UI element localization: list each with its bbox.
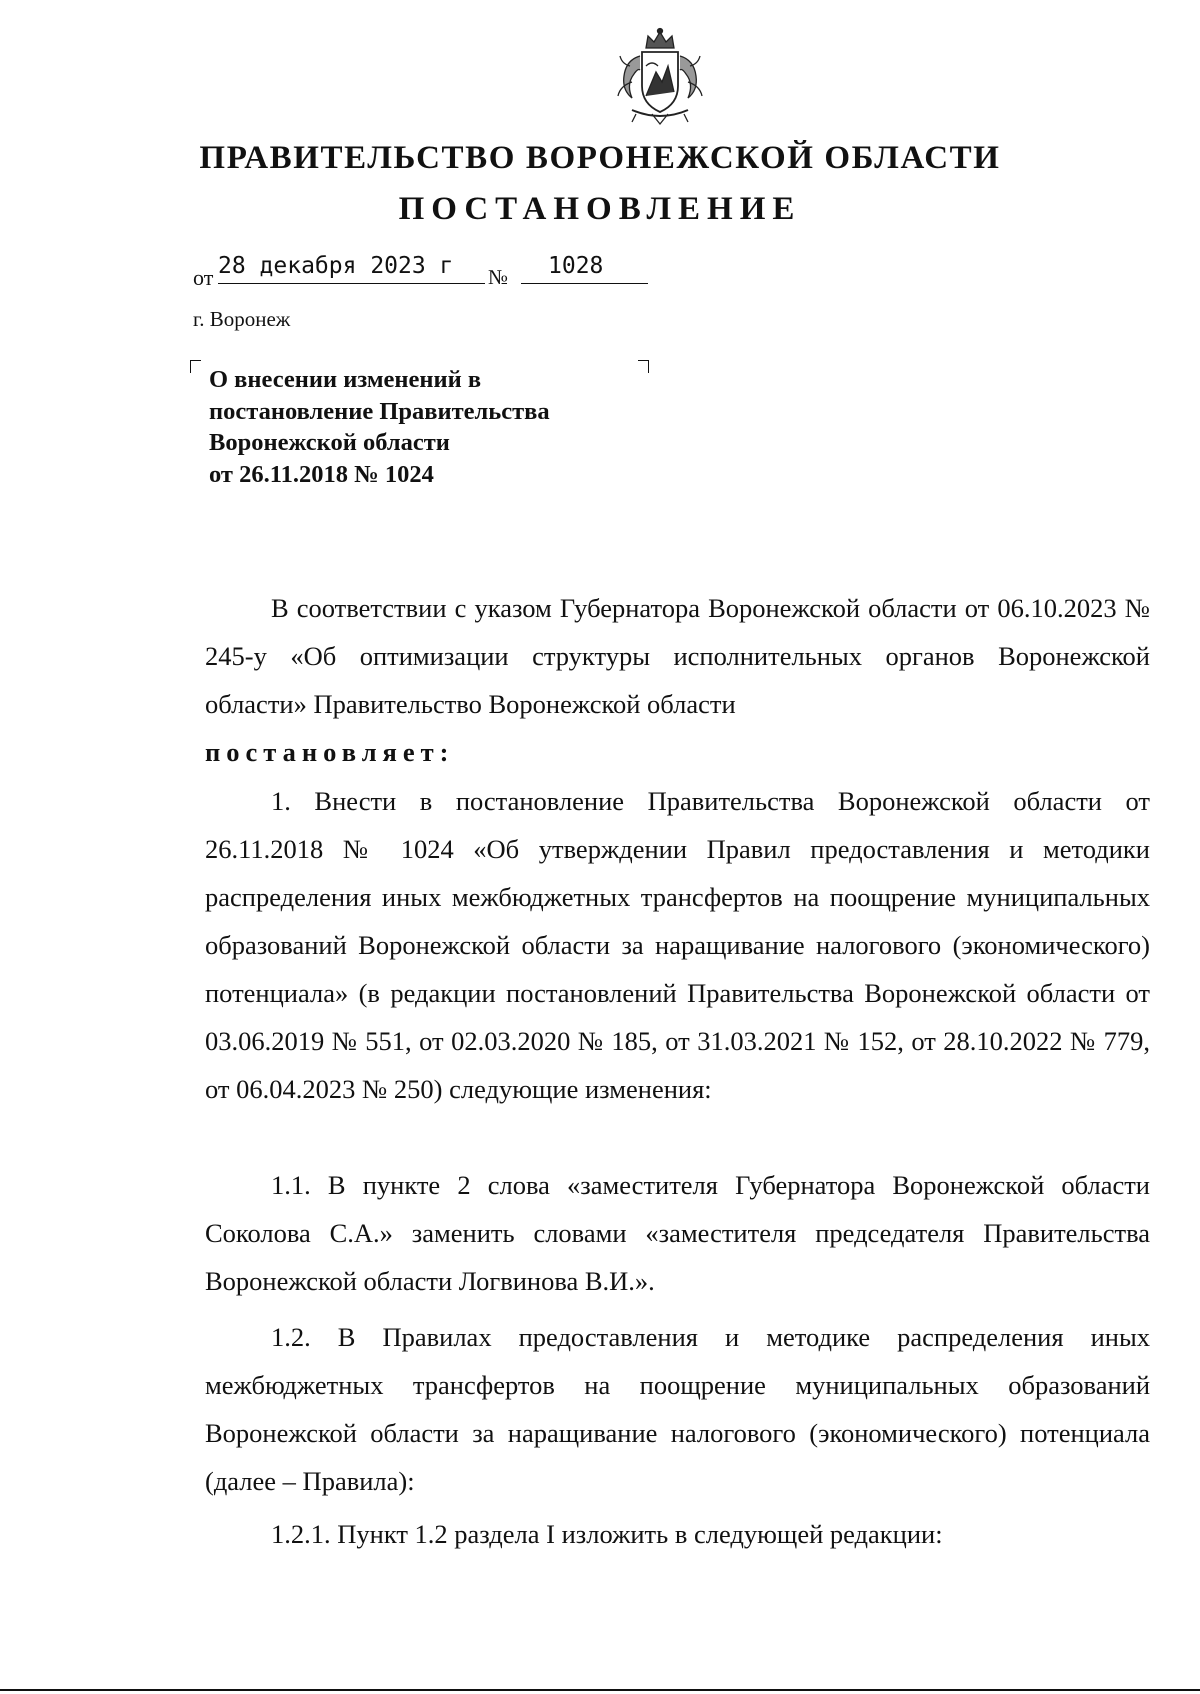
subject-line: Воронежской области	[209, 429, 450, 456]
paragraph-1-2-text: 1.2. В Правилах предоставления и методике распределения иных межбюджетных трансфертов на поощрение муниципальных образований Воронежской области за наращивание налогового (экономического) потенциала (далее – Правила):	[205, 1322, 1150, 1496]
coat-of-arms-icon	[612, 26, 708, 126]
government-title: ПРАВИТЕЛЬСТВО ВОРОНЕЖСКОЙ ОБЛАСТИ	[199, 140, 1001, 176]
subject-line: О внесении изменений в	[209, 366, 482, 393]
paragraph-1-2-1-text: 1.2.1. Пункт 1.2 раздела I изложить в следующей редакции:	[271, 1519, 943, 1549]
document-number: 1028	[548, 253, 604, 279]
scan-bottom-edge	[0, 1689, 1200, 1691]
subject-line: от 26.11.2018 № 1024	[209, 460, 434, 488]
decree-word: постановляет:	[205, 737, 455, 767]
paragraph-1-text: 1. Внести в постановление Правительства Воронежской области от 26.11.2018 № 1024 «Об утверждении Правил предоставления и методики распределения иных межбюджетных трансфертов на поощрение муниципальных образований Воронежской области за наращивание налогового (экономического) потенциала» (в редакции постановлений Правительства Воронежской области от 03.06.2019 № 551, от 02.03.2020 № 185, от 31.03.2021 № 152, от 28.10.2022 № 779, от 06.04.2023 № 250) следующие изменения:	[205, 786, 1150, 1104]
preamble-text: В соответствии с указом Губернатора Воронежской области от 06.10.2023 № 245-у «Об оптимизации структуры исполнительных органов Воронежской области» Правительство Воронежской области	[205, 593, 1150, 719]
paragraph-1-1-text: 1.1. В пункте 2 слова «заместителя Губернатора Воронежской области Соколова С.А.» заменить словами «заместителя председателя Правительства Воронежской области Логвинова В.И.».	[205, 1170, 1150, 1296]
date-prefix: от	[193, 265, 214, 290]
city-line: г. Воронеж	[193, 307, 291, 331]
document-dateline	[193, 253, 653, 293]
document-date: 28 декабря 2023 г	[218, 253, 454, 279]
subject-line: постановление Правительства	[209, 397, 550, 425]
number-sign: №	[488, 265, 509, 289]
document-type-title: ПОСТАНОВЛЕНИЕ	[398, 191, 802, 227]
subject-corner-left	[190, 360, 201, 373]
preamble-paragraph	[205, 584, 1150, 776]
date-underline	[218, 283, 485, 284]
paragraph-1-1	[205, 1161, 1150, 1305]
paragraph-1-2	[205, 1313, 1150, 1505]
paragraph-1	[205, 777, 1150, 1113]
number-underline	[521, 283, 648, 284]
document-subject	[209, 364, 659, 490]
paragraph-1-2-1	[205, 1510, 1150, 1558]
